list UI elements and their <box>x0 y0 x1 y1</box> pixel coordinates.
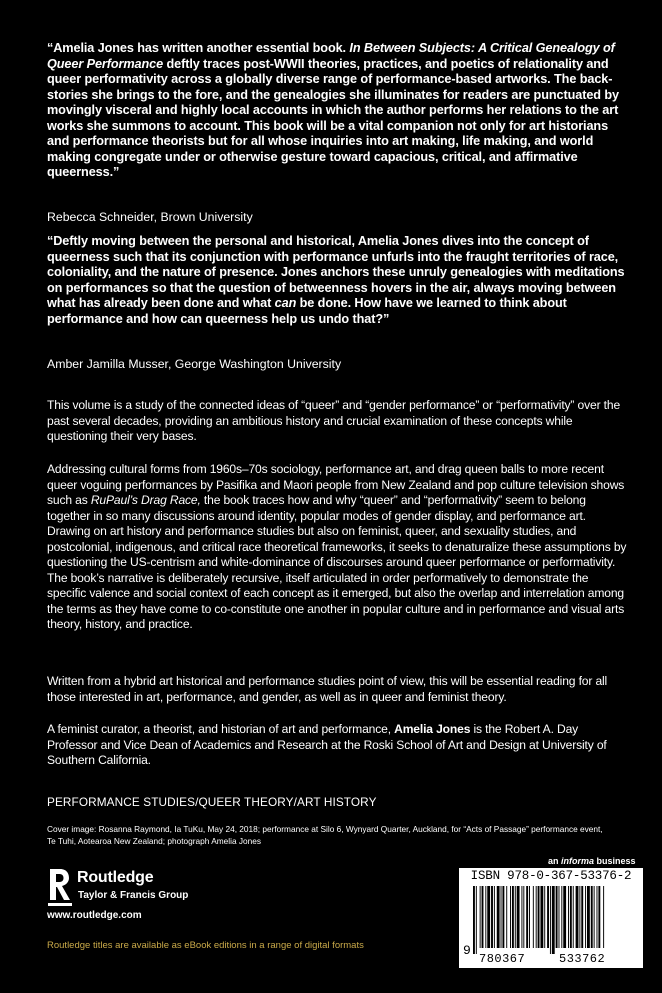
barcode-bar <box>523 886 524 948</box>
barcode-bar <box>538 886 540 948</box>
blurb-quote-1 <box>47 41 625 181</box>
publisher-group: Taylor & Francis Group <box>78 890 189 901</box>
blurb-quote-2-end: be done. How have we learned to think about performance and how can queerness help us undo that?” <box>47 296 567 326</box>
barcode-bars <box>471 886 635 954</box>
barcode-bar <box>544 886 545 948</box>
barcode-bar <box>540 886 543 948</box>
barcode-bar <box>517 886 520 948</box>
barcode-bar <box>494 886 495 948</box>
barcode-bar <box>576 886 579 948</box>
show-title-italic: RuPaul’s Drag Race, <box>90 493 201 507</box>
barcode-bar <box>561 886 562 948</box>
barcode-bar <box>594 886 595 948</box>
barcode-bar <box>579 886 580 948</box>
barcode-bar <box>547 886 549 948</box>
barcode-bar <box>491 886 493 948</box>
informa-business-label <box>548 856 636 866</box>
publisher-website[interactable]: www.routledge.com <box>47 910 142 921</box>
barcode-bar <box>570 886 572 948</box>
blurb-quote-1-end: deftly traces post-WWII theories, practices, and poetics of relationality and queer performativity across a globally diverse range of performance-based artworks. The back-stories she brings to the fore, and the genealogies she illuminates for readers are punctuated by movingly visceral and highly local accounts in which the author performs her relations to the art works she summons to account. This book will be a vital companion not only for art historians and performance theorists but for all whose inquiries into art making, life making, and world making congregate under or otherwise gesture toward capacious, critical, and affirmative queerness.” <box>47 56 619 179</box>
barcode-bar <box>581 886 583 948</box>
description-paragraph-1: This volume is a study of the connected ideas of “queer” and “gender performance” or “performativity” over the past several decades, providing an ambitious history and crucial examination of these concepts while questioning their very bases. <box>47 398 621 443</box>
isbn-left-digits: 780367 <box>479 952 526 966</box>
blurb-quote-2 <box>47 234 625 327</box>
barcode-bar <box>521 886 522 948</box>
barcode-bar <box>597 886 598 948</box>
author-bio <box>47 722 627 769</box>
author-bio-end: is the Robert A. Day Professor and Vice Dean of Academics and Research at the Roski School of Art and Design at University of Southern California. <box>47 722 607 767</box>
author-bio-start: A feminist curator, a theorist, and historian of art and performance, <box>47 722 395 736</box>
publisher-name: Routledge <box>77 869 154 886</box>
emphasis-can: can <box>274 296 297 310</box>
author-name: Amelia Jones <box>394 722 471 736</box>
ebook-availability-note: Routledge titles are available as eBook editions in a range of digital formats <box>47 940 364 951</box>
barcode-bar <box>512 886 514 948</box>
description-paragraph-2-start: Addressing cultural forms from 1960s–70s sociology, performance art, and drag queen balls to more recent queer voguing performances by Pasifika and Maori people from New Zealand and pop culture television shows such as <box>47 462 625 507</box>
barcode-bar <box>526 886 528 948</box>
barcode-bar <box>598 886 600 948</box>
barcode-bar <box>506 886 507 948</box>
barcode-bar <box>533 886 534 948</box>
barcode-bar <box>487 886 490 948</box>
informa-prefix: an <box>548 856 562 866</box>
barcode-bar <box>529 886 530 948</box>
isbn-first-digit: 9 <box>463 943 472 958</box>
barcode-bar <box>552 886 555 954</box>
barcode-bar <box>473 886 475 954</box>
barcode-bar <box>515 886 516 948</box>
barcode-bar <box>573 886 574 948</box>
barcode-bar <box>568 886 569 948</box>
barcode-bar <box>559 886 560 948</box>
barcode-bar <box>482 886 484 948</box>
isbn-label: ISBN 978-0-367-53376-2 <box>470 869 632 883</box>
blurb-quote-1-start: “Amelia Jones has written another essential book. <box>47 41 350 55</box>
barcode-bar <box>603 886 604 948</box>
book-title-italic: In Between Subjects: A Critical Genealogy of Queer Performance <box>47 41 615 71</box>
blurb-attribution-2: Amber Jamilla Musser, George Washington University <box>47 357 342 371</box>
informa-suffix: business <box>594 856 636 866</box>
barcode-bar <box>510 886 511 948</box>
isbn-barcode <box>459 868 643 968</box>
blurb-quote-2-start: “Deftly moving between the personal and historical, Amelia Jones dives into the concept of queerness such that its conjunction with performance unfurls into the fraught territories of race, coloniality, and the nature of presence. Jones anchors these unruly genealogies with meditations on performances so that the question of betweenness hovers in the air, always moving between what has already been done and what <box>47 234 625 310</box>
barcode-bar <box>501 886 502 948</box>
barcode-bar <box>550 886 551 954</box>
barcode-bar <box>585 886 586 948</box>
cover-image-credit: Cover image: Rosanna Raymond, Ia TuKu, May 24, 2018; performance at Silo 6, Wynyard Quarter, Auckland, for “Acts of Passage” performance event, Te Tuhi, Aotearoa New Zealand; photograph Amelia Jones <box>47 824 603 846</box>
description-paragraph-3: Written from a hybrid art historical and performance studies point of view, this will be essential reading for all those interested in art, performance, and gender, as well as in queer and feminist theory. <box>47 674 608 704</box>
barcode-bar <box>497 886 500 948</box>
barcode-bar <box>536 886 537 948</box>
barcode-bar <box>502 886 504 948</box>
description-paragraph-2 <box>47 462 627 633</box>
barcode-bar <box>480 886 481 948</box>
barcode-bar <box>556 886 558 948</box>
informa-word: informa <box>561 856 595 866</box>
subject-categories: PERFORMANCE STUDIES/QUEER THEORY/ART HISTORY <box>47 795 377 809</box>
isbn-right-digits: 533762 <box>559 952 606 966</box>
routledge-mark-icon <box>47 866 73 908</box>
barcode-bar <box>485 886 486 948</box>
barcode-bar <box>587 886 590 948</box>
barcode-bar <box>563 886 566 948</box>
barcode-bar <box>591 886 593 948</box>
barcode-bar <box>476 886 477 954</box>
routledge-logo <box>47 866 197 908</box>
blurb-attribution-1: Rebecca Schneider, Brown University <box>47 210 253 224</box>
description-paragraph-2-end: the book traces how and why “queer” and “performativity” seem to belong together in so many discussions around identity, popular modes of gender display, and performance art. Drawing on art history and performance studies but also on feminist, queer, and sexuality studies, and postcolonial, indigenous, and critical race theoretical frameworks, it seeks to denaturalize these assumptions by questioning the US-centrism and white-dominance of discourses around queer performance or performativity. The book’s narrative is deliberately recursive, itself articulated in order performatively to demonstrate the specific valence and social context of each concept as it emerged, but also the overlap and interrelation among the terms as they have come to co-constitute one another in popular culture and in performance and visual arts theory, history, and practice. <box>47 493 627 631</box>
